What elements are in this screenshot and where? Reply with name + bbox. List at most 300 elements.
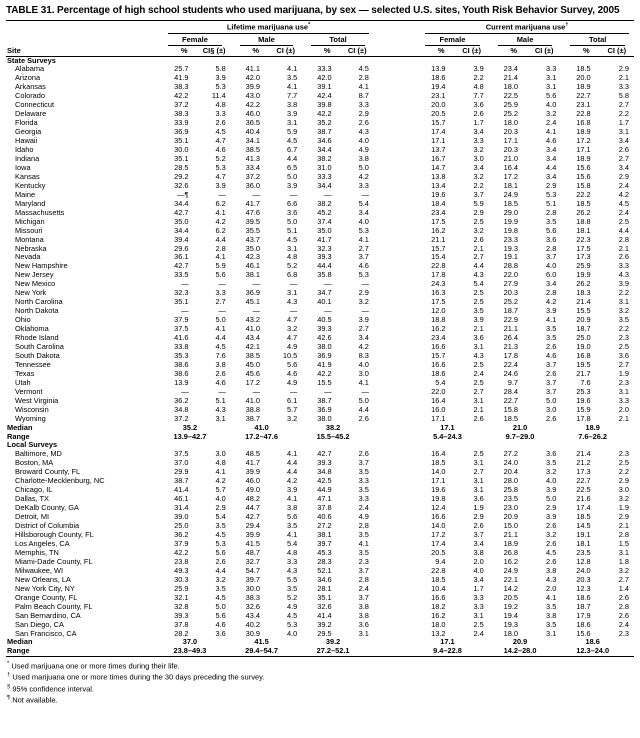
ci-cell: 4.7: [287, 333, 298, 343]
column-gap-cell: [374, 352, 416, 361]
ci-cell: 4.2: [215, 476, 226, 486]
ci-cell: 4.3: [215, 404, 226, 414]
percent-cell: 38.3: [174, 109, 189, 119]
percent-cell: 22.7: [576, 476, 591, 486]
ci-cell: 2.6: [546, 368, 557, 378]
ci-cell: 2.6: [473, 413, 484, 423]
percent-cell: 39.9: [245, 530, 261, 540]
ci-cell: 2.5: [618, 458, 629, 468]
ci-cell: 4.7: [287, 315, 298, 325]
ci-cell: —: [218, 386, 226, 396]
lifetime-group-header: [159, 20, 374, 34]
summary-row: [6, 433, 634, 442]
ci-cell: 5.8: [215, 64, 226, 74]
ci-column-header: CI (±): [454, 46, 488, 57]
percent-cell: 15.6: [576, 162, 591, 172]
percent-cell: 20.9: [576, 315, 591, 325]
percent-cell: 35.0: [245, 243, 261, 253]
ci-cell: 2.2: [618, 467, 629, 477]
percent-cell: 47.1: [317, 494, 332, 504]
lifetime-footnote-marker: *: [308, 21, 311, 28]
ci-column-header: CI (±): [527, 46, 561, 57]
percent-cell: 32.6: [174, 180, 189, 190]
percent-cell: 34.7: [317, 288, 332, 298]
percent-cell: 18.6: [576, 592, 591, 602]
footnote-marker: §: [7, 683, 11, 690]
percent-cell: 41.6: [174, 333, 189, 343]
footnote-marker: †: [7, 672, 11, 679]
ci-cell: 2.7: [618, 359, 629, 369]
ci-cell: 1.9: [618, 503, 629, 513]
percent-cell: 38.0: [317, 342, 332, 351]
percent-cell: 34.4: [317, 180, 332, 190]
ci-cell: 3.8: [546, 565, 557, 575]
percent-cell: 39.3: [317, 324, 332, 334]
ci-cell: 3.8: [287, 100, 298, 110]
ci-cell: 5.3: [358, 270, 369, 280]
percent-cell: 23.5: [576, 547, 591, 557]
percent-cell: 16.6: [431, 359, 446, 369]
summary-label: Median: [7, 637, 33, 647]
percent-cell: 9.4: [435, 556, 446, 566]
ci-cell: 4.4: [287, 153, 298, 163]
table-row: [6, 182, 634, 191]
ci-cell: 5.9: [215, 261, 226, 271]
percent-cell: 15.8: [503, 404, 519, 414]
column-gap-cell: [374, 388, 416, 397]
percent-cell: 18.9: [576, 127, 591, 137]
ci-cell: 3.4: [618, 136, 629, 146]
site-cell: Memphis, TN: [15, 548, 59, 557]
percent-cell: 18.0: [503, 118, 519, 128]
percent-cell: 17.1: [431, 476, 446, 486]
column-gap-cell: [374, 370, 416, 379]
percent-cell: —: [181, 306, 189, 316]
ci-cell: 5.2: [287, 592, 298, 602]
percent-cell: 14.7: [431, 162, 446, 172]
percent-cell: 15.8: [576, 180, 591, 190]
percent-cell: 45.1: [245, 297, 261, 307]
ci-cell: 5.3: [215, 82, 226, 92]
ci-cell: 3.6: [546, 449, 557, 459]
percent-cell: 41.0: [245, 395, 261, 405]
footnote: § 95% confidence interval.: [7, 683, 95, 694]
percent-cell: 42.4: [317, 91, 332, 101]
percent-cell: 13.8: [431, 171, 446, 181]
ci-cell: 3.2: [546, 467, 557, 477]
percent-cell: 45.0: [245, 359, 261, 369]
ci-cell: —: [361, 189, 369, 199]
site-cell: San Bernardino, CA: [15, 611, 81, 620]
site-cell: Palm Beach County, FL: [15, 602, 93, 611]
ci-cell: 3.7: [473, 189, 484, 199]
column-gap-cell: [374, 191, 416, 200]
summary-value: 38.2: [325, 422, 341, 432]
ci-cell: 4.9: [358, 512, 369, 522]
ci-cell: 4.1: [287, 449, 298, 459]
percent-cell: —: [324, 279, 332, 289]
ci-cell: 2.4: [473, 368, 484, 378]
ci-cell: 2.1: [618, 413, 629, 423]
ci-cell: 2.2: [618, 324, 629, 334]
summary-value: 17.1: [440, 422, 455, 432]
current-footnote-marker: †: [565, 21, 569, 28]
percent-cell: 46.0: [245, 476, 261, 486]
percent-cell: 41.9: [174, 73, 189, 83]
percent-cell: 18.5: [503, 198, 519, 208]
ci-cell: 5.4: [358, 198, 369, 208]
percent-column-header: %: [416, 46, 454, 57]
percent-cell: 16.4: [431, 449, 446, 459]
percent-cell: 27.2: [317, 521, 332, 531]
percent-cell: 47.6: [245, 207, 261, 217]
ci-cell: 3.9: [618, 279, 629, 289]
summary-value: 17.1: [440, 637, 455, 647]
column-gap-cell: [374, 83, 416, 92]
column-gap-cell: [374, 307, 416, 316]
percent-cell: 38.2: [317, 153, 332, 163]
percent-cell: 17.4: [576, 503, 591, 513]
site-cell: Montana: [15, 235, 44, 244]
ci-cell: 3.5: [215, 521, 226, 531]
site-cell: Ohio: [15, 316, 31, 325]
ci-cell: 5.6: [546, 91, 557, 101]
ci-cell: 2.8: [358, 574, 369, 584]
percent-cell: 23.1: [576, 100, 591, 110]
site-cell: Charlotte-Mecklenburg, NC: [15, 477, 105, 486]
percent-cell: 42.2: [174, 91, 189, 101]
ci-cell: 6.6: [287, 198, 298, 208]
ci-cell: 4.7: [215, 136, 226, 146]
percent-cell: 7.6: [580, 377, 591, 387]
ci-cell: 3.8: [358, 610, 369, 620]
ci-cell: 3.1: [618, 386, 629, 396]
ci-cell: 3.7: [473, 530, 484, 540]
column-gap-cell: [374, 280, 416, 289]
percent-cell: 38.7: [317, 127, 332, 137]
column-gap-cell: [374, 540, 416, 549]
percent-cell: —: [324, 189, 332, 199]
percent-cell: 15.6: [576, 171, 591, 181]
ci-cell: 3.1: [618, 127, 629, 137]
percent-cell: 17.5: [431, 297, 446, 307]
percent-cell: 17.2: [503, 171, 519, 181]
percent-cell: 19.2: [503, 601, 519, 611]
ci-cell: 5.3: [546, 189, 557, 199]
percent-cell: 46.1: [245, 261, 261, 271]
ci-cell: 2.6: [618, 252, 629, 262]
ci-cell: 1.5: [618, 538, 629, 548]
percent-cell: 22.9: [503, 315, 519, 325]
percent-cell: 10.4: [431, 583, 446, 593]
ci-cell: 2.7: [215, 297, 226, 307]
percent-cell: 29.9: [174, 467, 189, 477]
ci-cell: —: [361, 386, 369, 396]
percent-cell: 32.3: [174, 288, 189, 298]
percent-cell: 20.9: [503, 512, 519, 522]
site-cell: Hillsborough County, FL: [15, 531, 94, 540]
percent-cell: 26.2: [576, 207, 591, 217]
ci-cell: 3.6: [618, 350, 629, 360]
ci-cell: 2.9: [215, 503, 226, 513]
ci-cell: 3.5: [287, 583, 298, 593]
ci-cell: 4.8: [473, 82, 484, 92]
percent-cell: 37.2: [245, 171, 261, 181]
ci-cell: 3.1: [473, 476, 484, 486]
site-cell: New Orleans, LA: [15, 575, 71, 584]
column-gap-cell: [374, 316, 416, 325]
ci-cell: 3.0: [546, 404, 557, 414]
ci-cell: 2.8: [618, 601, 629, 611]
ci-cell: 3.9: [546, 512, 557, 522]
percent-cell: —¶: [177, 189, 189, 199]
site-cell: New Mexico: [15, 280, 56, 289]
site-cell: Delaware: [15, 110, 47, 119]
percent-cell: 16.3: [431, 288, 446, 298]
percent-cell: 23.4: [431, 333, 446, 343]
percent-cell: 40.5: [317, 315, 332, 325]
column-gap-cell: [374, 379, 416, 388]
ci-cell: 3.4: [358, 207, 369, 217]
percent-column-header: %: [302, 46, 340, 57]
ci-cell: 4.0: [546, 476, 557, 486]
percent-cell: 42.7: [174, 207, 189, 217]
ci-cell: 3.3: [215, 288, 226, 298]
ci-cell: 5.3: [287, 619, 298, 629]
site-cell: Massachusetts: [15, 208, 65, 217]
percent-cell: 45.6: [245, 368, 261, 378]
ci-cell: 4.5: [287, 136, 298, 146]
percent-cell: 42.0: [317, 73, 332, 83]
lifetime-male-header: Male: [231, 34, 303, 46]
ci-cell: 2.9: [358, 288, 369, 298]
percent-cell: 19.3: [503, 243, 519, 253]
column-gap-cell: [374, 531, 416, 540]
percent-cell: 16.7: [431, 153, 446, 163]
ci-cell: 2.4: [358, 583, 369, 593]
percent-cell: 25.9: [503, 100, 519, 110]
ci-cell: 2.0: [618, 404, 629, 414]
percent-cell: 41.7: [245, 458, 261, 468]
percent-cell: 35.3: [174, 350, 189, 360]
site-column-header: [6, 20, 159, 56]
ci-cell: 2.6: [618, 592, 629, 602]
column-gap-cell: [374, 173, 416, 182]
column-gap-cell: [374, 612, 416, 621]
footnote-marker: ¶: [7, 694, 11, 701]
percent-cell: 41.7: [245, 198, 261, 208]
percent-cell: 12.3: [576, 583, 591, 593]
percent-cell: 20.3: [503, 288, 519, 298]
percent-cell: 33.5: [174, 270, 189, 280]
column-gap-cell: [374, 558, 416, 567]
ci-cell: 4.3: [473, 350, 484, 360]
ci-cell: 6.2: [215, 198, 226, 208]
ci-cell: 4.5: [215, 530, 226, 540]
ci-cell: 3.4: [473, 127, 484, 137]
site-cell: Arizona: [15, 74, 41, 83]
percent-cell: 13.9: [174, 377, 189, 387]
percent-cell: 15.7: [431, 118, 446, 128]
percent-cell: 19.1: [503, 252, 519, 262]
ci-cell: 5.3: [358, 225, 369, 235]
percent-cell: 25.8: [503, 485, 519, 495]
percent-cell: 22.3: [576, 234, 591, 244]
column-gap-cell: [374, 522, 416, 531]
percent-cell: 39.8: [317, 100, 332, 110]
ci-cell: 3.5: [618, 315, 629, 325]
ci-cell: 7.7: [473, 91, 484, 101]
ci-cell: 3.1: [473, 342, 484, 351]
ci-cell: 4.3: [473, 270, 484, 280]
summary-label: Range: [7, 646, 30, 656]
percent-cell: 30.3: [174, 574, 189, 584]
table-title: TABLE 31. Percentage of high school students who used marijuana, by sex — selected U.S. sites, Youth Risk Behavior Survey, 2005: [6, 5, 620, 16]
ci-cell: —: [361, 306, 369, 316]
ci-cell: 3.1: [618, 297, 629, 307]
ci-cell: 7.6: [215, 350, 226, 360]
ci-cell: 11.4: [211, 91, 226, 101]
percent-cell: 36.9: [245, 288, 261, 298]
percent-cell: 38.7: [245, 413, 261, 423]
percent-cell: 20.3: [503, 127, 519, 137]
percent-cell: 18.6: [431, 368, 446, 378]
percent-cell: 22.7: [576, 91, 591, 101]
ci-cell: 5.4: [215, 512, 226, 522]
ci-cell: 3.7: [546, 359, 557, 369]
percent-cell: 42.5: [317, 476, 332, 486]
site-cell: Vermont: [15, 387, 43, 396]
percent-cell: 15.7: [431, 243, 446, 253]
percent-cell: 15.6: [576, 628, 591, 638]
percent-cell: 23.4: [503, 64, 519, 74]
ci-cell: 3.2: [473, 171, 484, 181]
site-cell: New Jersey: [15, 271, 54, 280]
percent-cell: 21.4: [576, 297, 591, 307]
percent-cell: 25.0: [576, 333, 591, 343]
column-gap-cell: [374, 289, 416, 298]
percent-column-header: %: [561, 46, 599, 57]
ci-cell: 4.1: [546, 592, 557, 602]
percent-cell: 42.2: [317, 368, 332, 378]
percent-cell: 42.2: [174, 547, 189, 557]
ci-cell: 3.3: [473, 592, 484, 602]
percent-cell: 18.7: [576, 324, 591, 334]
ci-cell: 4.8: [287, 547, 298, 557]
column-gap-cell: [374, 182, 416, 191]
percent-cell: 18.1: [576, 225, 591, 235]
site-cell: DeKalb County, GA: [15, 504, 79, 513]
ci-cell: 2.6: [215, 368, 226, 378]
ci-cell: 3.3: [618, 395, 629, 405]
ci-cell: 4.1: [546, 127, 557, 137]
ci-cell: 4.2: [215, 216, 226, 226]
ci-cell: 6.1: [287, 395, 298, 405]
site-cell: Utah: [15, 378, 31, 387]
percent-cell: 25.9: [576, 261, 591, 271]
percent-cell: 28.3: [317, 556, 332, 566]
ci-cell: 4.0: [358, 216, 369, 226]
ci-cell: 3.5: [546, 216, 557, 226]
percent-cell: 17.1: [576, 145, 591, 155]
ci-cell: 3.1: [618, 547, 629, 557]
percent-cell: 19.8: [431, 494, 446, 504]
ci-cell: 2.5: [473, 449, 484, 459]
ci-cell: 5.1: [215, 395, 226, 405]
percent-cell: 18.6: [576, 619, 591, 629]
ci-cell: —: [289, 279, 298, 289]
column-gap-cell: [374, 513, 416, 522]
column-gap-cell: [374, 343, 416, 352]
ci-cell: 5.6: [287, 359, 298, 369]
summary-value: 5.4–24.3: [433, 431, 462, 441]
ci-cell: 3.1: [546, 82, 557, 92]
ci-cell: 2.7: [473, 252, 484, 262]
ci-cell: 3.3: [287, 556, 298, 566]
table-row: [6, 630, 634, 639]
summary-value: 23.8–49.3: [173, 646, 207, 656]
table-row: [6, 379, 634, 388]
percent-cell: 20.3: [576, 574, 591, 584]
ci-cell: 2.3: [618, 333, 629, 343]
percent-cell: 17.1: [431, 136, 446, 146]
ci-cell: 3.1: [473, 395, 484, 405]
percent-cell: 14.5: [576, 521, 591, 531]
percent-cell: 44.9: [317, 485, 332, 495]
percent-cell: 30.0: [174, 145, 189, 155]
percent-cell: 39.2: [317, 619, 332, 629]
column-gap-cell: [374, 128, 416, 137]
percent-cell: 44.7: [245, 503, 261, 513]
percent-cell: 14.0: [431, 467, 446, 477]
ci-cell: 4.1: [287, 494, 298, 504]
percent-cell: 42.0: [245, 73, 261, 83]
ci-cell: —: [361, 279, 369, 289]
ci-cell: 4.1: [215, 252, 226, 262]
percent-cell: 38.6: [174, 359, 189, 369]
percent-cell: 18.7: [576, 601, 591, 611]
percent-cell: 19.8: [503, 225, 519, 235]
ci-cell: 2.6: [215, 556, 226, 566]
percent-cell: 23.5: [503, 494, 519, 504]
column-gap-cell: [374, 603, 416, 612]
ci-cell: 3.5: [546, 333, 557, 343]
ci-cell: 3.8: [287, 503, 298, 513]
percent-cell: 18.8: [576, 216, 591, 226]
site-cell: Connecticut: [15, 101, 55, 110]
ci-cell: 4.5: [618, 198, 629, 208]
percent-cell: 41.4: [174, 485, 189, 495]
site-cell: South Dakota: [15, 351, 60, 360]
ci-cell: 2.3: [618, 628, 629, 638]
ci-cell: 4.3: [287, 565, 298, 575]
ci-cell: 2.5: [473, 216, 484, 226]
site-cell: Wisconsin: [15, 405, 49, 414]
percent-cell: 43.4: [245, 333, 261, 343]
ci-cell: 2.6: [546, 342, 557, 351]
ci-cell: 5.6: [215, 270, 226, 280]
column-gap-cell: [374, 486, 416, 495]
percent-cell: 29.0: [503, 207, 519, 217]
percent-cell: 42.6: [317, 333, 332, 343]
percent-cell: 38.2: [317, 198, 332, 208]
percent-cell: 21.6: [576, 494, 591, 504]
ci-cell: 4.0: [546, 261, 557, 271]
lifetime-group-label: Lifetime marijuana use: [226, 22, 309, 31]
summary-value: 20.9: [512, 637, 528, 647]
site-cell: North Carolina: [15, 298, 63, 307]
site-cell: Georgia: [15, 128, 42, 137]
